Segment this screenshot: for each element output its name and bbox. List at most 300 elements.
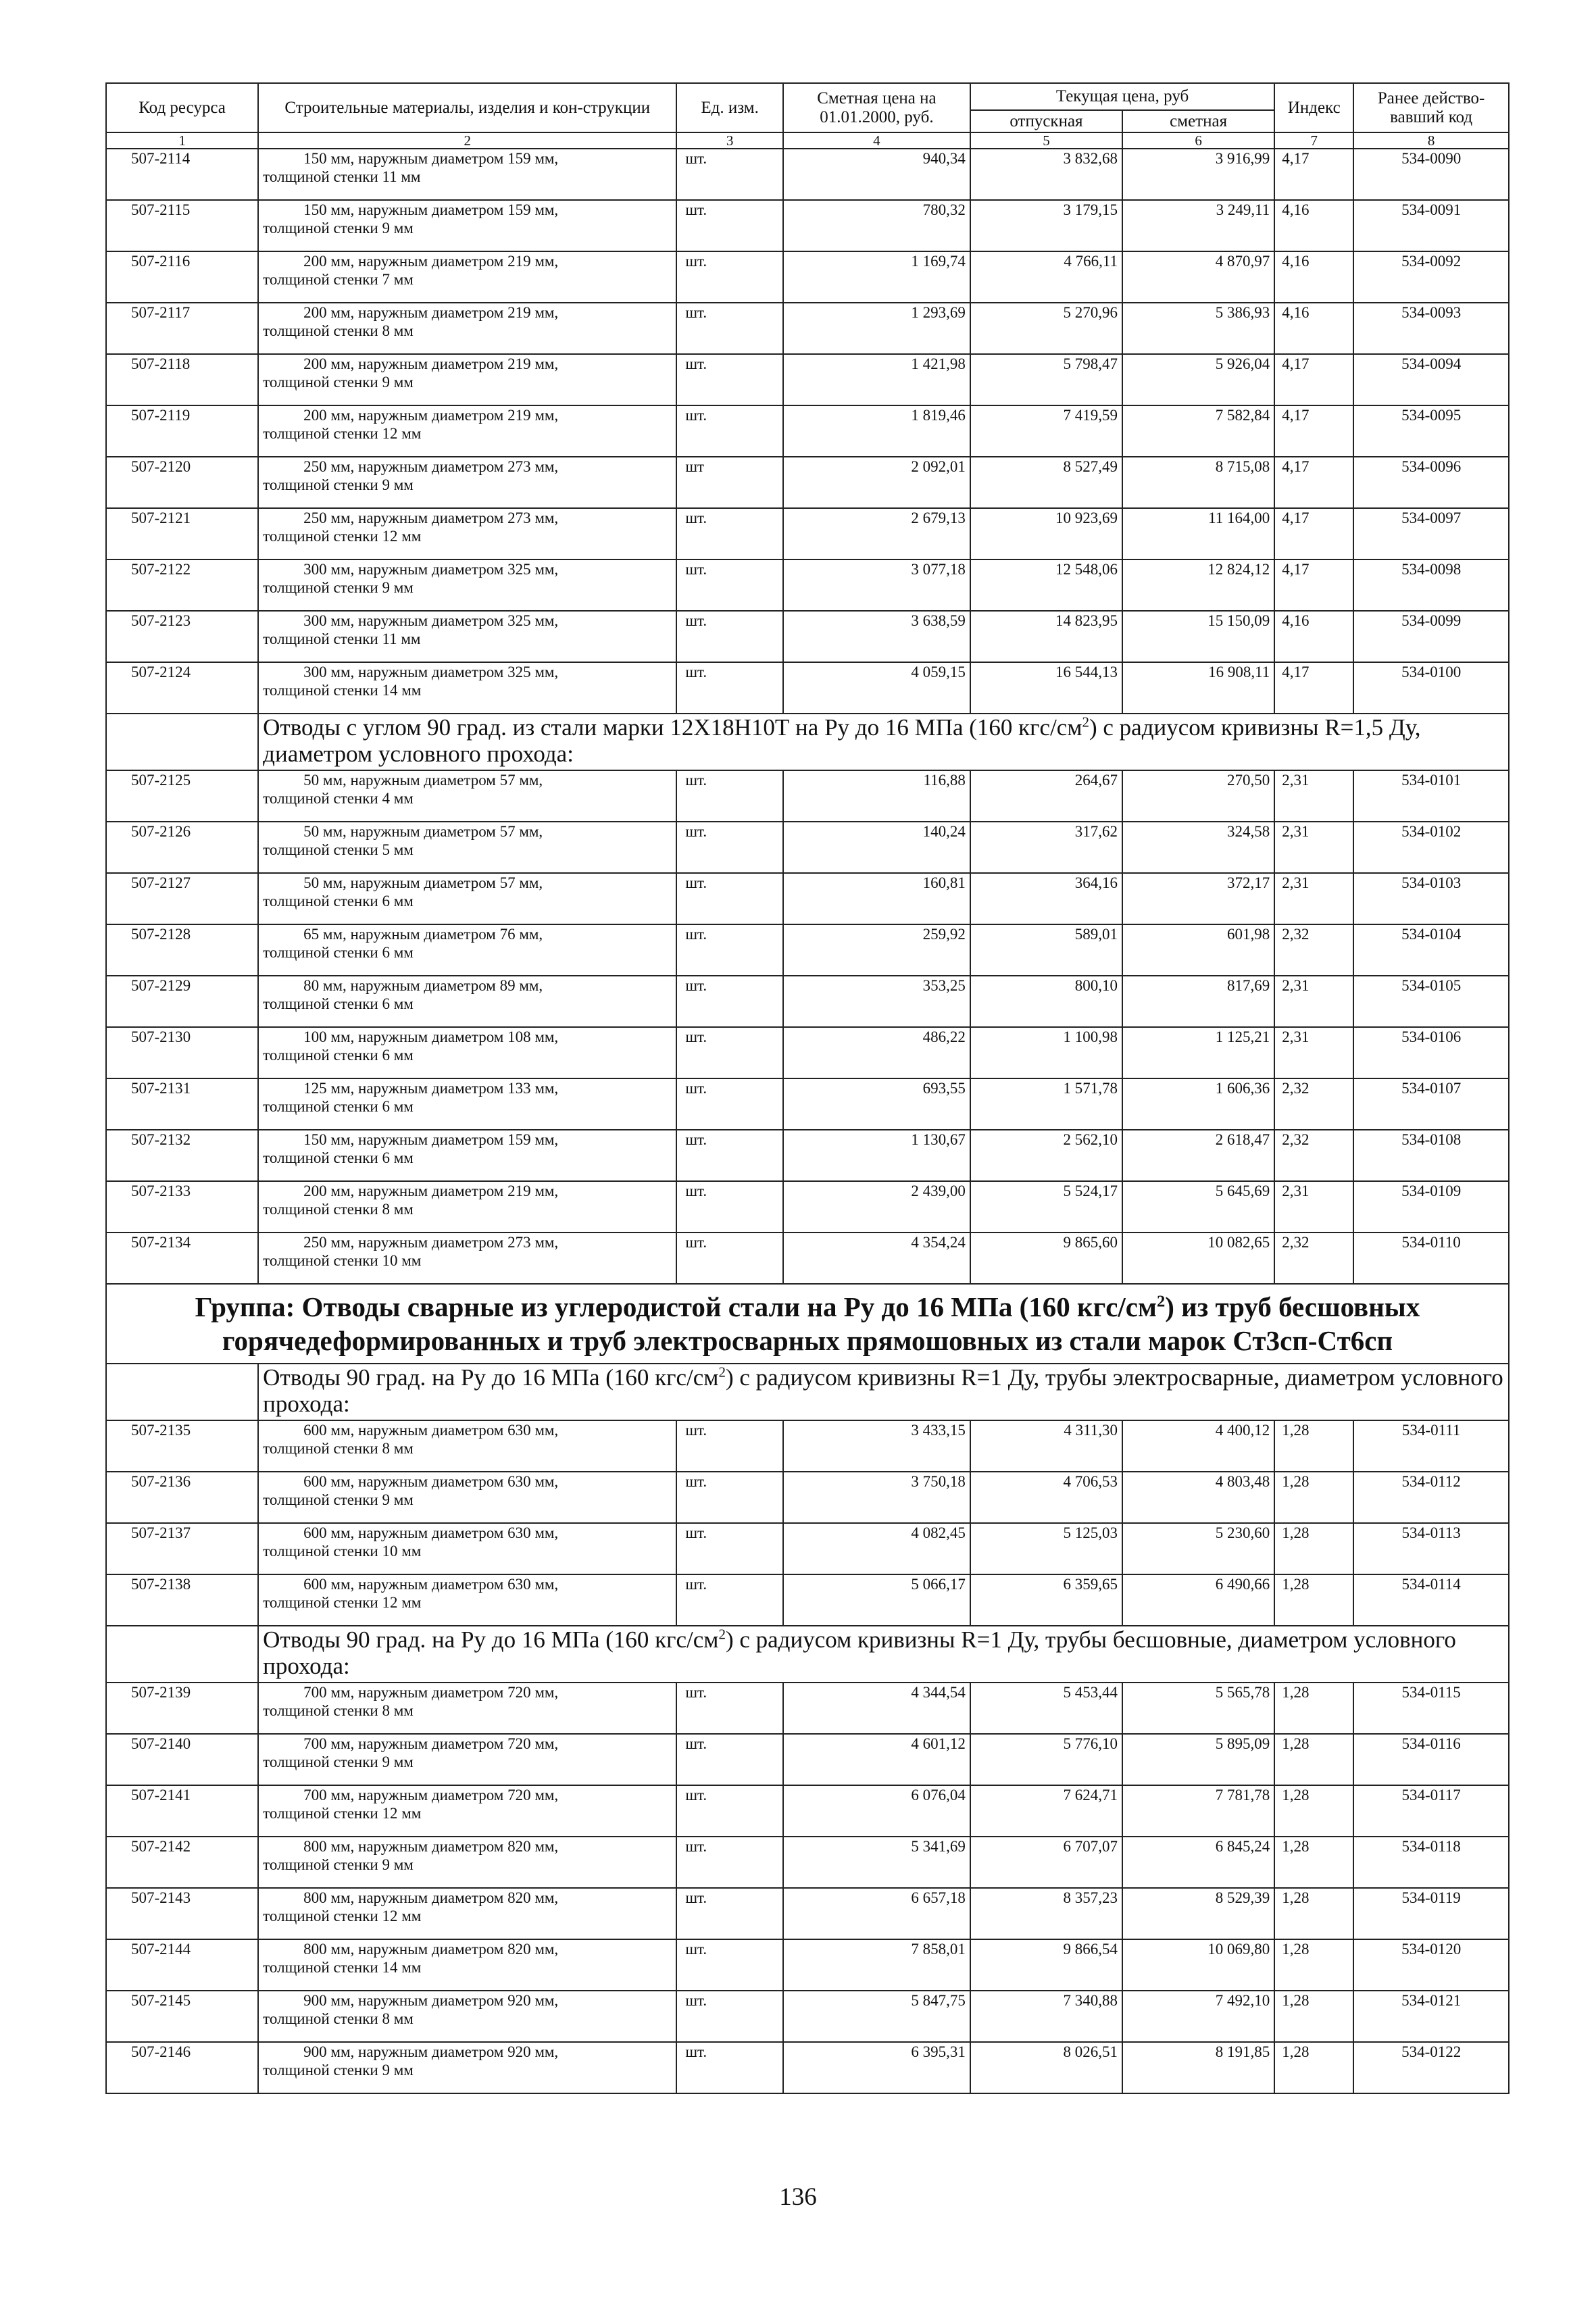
previous-code: 534-0090: [1353, 149, 1509, 200]
subsection-header-superscript: 2: [1082, 714, 1089, 730]
price-index: 1,28: [1274, 2042, 1353, 2093]
empty-cell: [106, 1626, 258, 1683]
base-price: 1 421,98: [783, 354, 970, 405]
unit: шт.: [676, 559, 783, 611]
estimate-price: 7 781,78: [1122, 1785, 1274, 1837]
previous-code: 534-0103: [1353, 873, 1509, 924]
price-index: 2,31: [1274, 976, 1353, 1027]
subsection-header-text-pre: Отводы с углом 90 град. из стали марки 12Х18Н10Т на Ру до 16 МПа (160 кгс/см: [263, 714, 1082, 741]
table-row: [106, 1734, 1509, 1785]
previous-code: 534-0094: [1353, 354, 1509, 405]
price-index: 2,32: [1274, 1130, 1353, 1181]
material-name: [258, 1939, 676, 1991]
estimate-price: 10 082,65: [1122, 1233, 1274, 1284]
estimate-price: 4 400,12: [1122, 1420, 1274, 1472]
material-name-line2: толщиной стенки 10 мм: [263, 1543, 422, 1560]
resource-code: 507-2131: [106, 1078, 258, 1130]
material-name-line2: толщиной стенки 9 мм: [263, 2062, 414, 2078]
release-price: 364,16: [970, 873, 1122, 924]
release-price: 7 419,59: [970, 405, 1122, 457]
estimate-price: 6 845,24: [1122, 1837, 1274, 1888]
material-name-line1: 200 мм, наружным диаметром 219 мм,: [303, 407, 559, 424]
table-header: [106, 83, 1509, 149]
material-name: [258, 2042, 676, 2093]
unit: шт.: [676, 1472, 783, 1523]
previous-code: 534-0114: [1353, 1574, 1509, 1626]
material-name: [258, 1233, 676, 1284]
release-price: 9 866,54: [970, 1939, 1122, 1991]
material-name-line1: 700 мм, наружным диаметром 720 мм,: [303, 1684, 559, 1701]
material-name-line2: толщиной стенки 8 мм: [263, 322, 414, 339]
material-name-line2: толщиной стенки 5 мм: [263, 841, 414, 858]
price-index: 1,28: [1274, 1574, 1353, 1626]
base-price: 3 638,59: [783, 611, 970, 662]
base-price: 4 354,24: [783, 1233, 970, 1284]
material-name-line1: 150 мм, наружным диаметром 159 мм,: [303, 201, 559, 218]
resource-code: 507-2132: [106, 1130, 258, 1181]
estimate-price: 3 916,99: [1122, 149, 1274, 200]
release-price: 8 527,49: [970, 457, 1122, 508]
material-name-line2: толщиной стенки 6 мм: [263, 1149, 414, 1166]
price-index: 2,31: [1274, 1027, 1353, 1078]
unit: шт.: [676, 251, 783, 303]
price-index: 1,28: [1274, 1683, 1353, 1734]
price-index: 4,17: [1274, 354, 1353, 405]
release-price: 5 453,44: [970, 1683, 1122, 1734]
material-name: [258, 1523, 676, 1574]
material-name-line1: 600 мм, наружным диаметром 630 мм,: [303, 1422, 559, 1439]
material-name: [258, 251, 676, 303]
base-price: 4 059,15: [783, 662, 970, 714]
release-price: 317,62: [970, 822, 1122, 873]
material-name-line1: 800 мм, наружным диаметром 820 мм,: [303, 1889, 559, 1906]
price-index: 1,28: [1274, 1420, 1353, 1472]
estimate-price: 8 191,85: [1122, 2042, 1274, 2093]
unit: шт.: [676, 873, 783, 924]
release-price: 1 571,78: [970, 1078, 1122, 1130]
estimate-price: 12 824,12: [1122, 559, 1274, 611]
estimate-price: 5 926,04: [1122, 354, 1274, 405]
unit: шт.: [676, 1233, 783, 1284]
material-name: [258, 1734, 676, 1785]
estimate-price: 1 125,21: [1122, 1027, 1274, 1078]
base-price: 259,92: [783, 924, 970, 976]
material-name: [258, 611, 676, 662]
estimate-price: 16 908,11: [1122, 662, 1274, 714]
resource-code: 507-2128: [106, 924, 258, 976]
material-name-line1: 250 мм, наружным диаметром 273 мм,: [303, 509, 559, 526]
material-name-line1: 150 мм, наружным диаметром 159 мм,: [303, 150, 559, 167]
header-base-price: Сметная цена на 01.01.2000, руб.: [783, 83, 970, 132]
table-row: [106, 200, 1509, 251]
material-name-line1: 800 мм, наружным диаметром 820 мм,: [303, 1941, 559, 1958]
price-index: 4,17: [1274, 149, 1353, 200]
price-index: 4,16: [1274, 200, 1353, 251]
release-price: 800,10: [970, 976, 1122, 1027]
material-name-line1: 600 мм, наружным диаметром 630 мм,: [303, 1473, 559, 1490]
previous-code: 534-0119: [1353, 1888, 1509, 1939]
unit: шт.: [676, 303, 783, 354]
unit: шт.: [676, 770, 783, 822]
table-row: [106, 1027, 1509, 1078]
material-name: [258, 976, 676, 1027]
estimate-price: 817,69: [1122, 976, 1274, 1027]
material-name-line2: толщиной стенки 12 мм: [263, 528, 422, 545]
unit: шт.: [676, 1888, 783, 1939]
material-name: [258, 457, 676, 508]
base-price: 693,55: [783, 1078, 970, 1130]
previous-code: 534-0110: [1353, 1233, 1509, 1284]
page-number: 136: [779, 2183, 817, 2211]
resource-code: 507-2135: [106, 1420, 258, 1472]
release-price: 589,01: [970, 924, 1122, 976]
empty-cell: [106, 1364, 258, 1420]
table-row: [106, 770, 1509, 822]
previous-code: 534-0104: [1353, 924, 1509, 976]
previous-code: 534-0107: [1353, 1078, 1509, 1130]
release-price: 5 776,10: [970, 1734, 1122, 1785]
base-price: 1 819,46: [783, 405, 970, 457]
material-name: [258, 1420, 676, 1472]
resource-code: 507-2145: [106, 1991, 258, 2042]
price-index: 4,17: [1274, 559, 1353, 611]
material-name-line2: толщиной стенки 12 мм: [263, 1594, 422, 1611]
resource-code: 507-2140: [106, 1734, 258, 1785]
release-price: 12 548,06: [970, 559, 1122, 611]
material-name: [258, 303, 676, 354]
resource-code: 507-2143: [106, 1888, 258, 1939]
header-name: Строительные материалы, изделия и кон-струкции: [258, 83, 676, 132]
material-name-line1: 900 мм, наружным диаметром 920 мм,: [303, 1992, 559, 2009]
header-current-price: Текущая цена, руб: [970, 83, 1274, 110]
previous-code: 534-0111: [1353, 1420, 1509, 1472]
estimate-price: 4 803,48: [1122, 1472, 1274, 1523]
release-price: 1 100,98: [970, 1027, 1122, 1078]
table-row: [106, 611, 1509, 662]
header-release-price: отпускная: [970, 110, 1122, 132]
material-name: [258, 1837, 676, 1888]
price-index: 1,28: [1274, 1785, 1353, 1837]
estimate-price: 324,58: [1122, 822, 1274, 873]
unit: шт.: [676, 611, 783, 662]
material-name: [258, 770, 676, 822]
unit: шт.: [676, 1027, 783, 1078]
table-row: [106, 1888, 1509, 1939]
unit: шт.: [676, 822, 783, 873]
release-price: 9 865,60: [970, 1233, 1122, 1284]
base-price: 4 344,54: [783, 1683, 970, 1734]
base-price: 5 341,69: [783, 1837, 970, 1888]
material-name: [258, 1574, 676, 1626]
previous-code: 534-0105: [1353, 976, 1509, 1027]
resource-code: 507-2134: [106, 1233, 258, 1284]
material-name: [258, 200, 676, 251]
group-header: [106, 1284, 1509, 1364]
column-number: 5: [970, 132, 1122, 149]
material-name: [258, 1888, 676, 1939]
previous-code: 534-0093: [1353, 303, 1509, 354]
header-unit: Ед. изм.: [676, 83, 783, 132]
previous-code: 534-0117: [1353, 1785, 1509, 1837]
previous-code: 534-0095: [1353, 405, 1509, 457]
material-name: [258, 822, 676, 873]
previous-code: 534-0091: [1353, 200, 1509, 251]
material-name-line2: толщиной стенки 6 мм: [263, 893, 414, 910]
estimate-price: 5 895,09: [1122, 1734, 1274, 1785]
header-code: Код ресурса: [106, 83, 258, 132]
estimate-price: 2 618,47: [1122, 1130, 1274, 1181]
material-name-line1: 200 мм, наружным диаметром 219 мм,: [303, 253, 559, 270]
subsection-header-superscript: 2: [718, 1626, 726, 1643]
unit: шт.: [676, 1785, 783, 1837]
unit: шт.: [676, 1523, 783, 1574]
table-row: [106, 1130, 1509, 1181]
resource-code: 507-2114: [106, 149, 258, 200]
resource-code: 507-2126: [106, 822, 258, 873]
unit: шт.: [676, 354, 783, 405]
table-row: [106, 976, 1509, 1027]
release-price: 8 357,23: [970, 1888, 1122, 1939]
release-price: 5 798,47: [970, 354, 1122, 405]
previous-code: 534-0122: [1353, 2042, 1509, 2093]
base-price: 1 130,67: [783, 1130, 970, 1181]
material-name-line2: толщиной стенки 12 мм: [263, 1805, 422, 1822]
previous-code: 534-0118: [1353, 1837, 1509, 1888]
material-name-line2: толщиной стенки 9 мм: [263, 1856, 414, 1873]
price-index: 4,16: [1274, 251, 1353, 303]
base-price: 5 066,17: [783, 1574, 970, 1626]
previous-code: 534-0099: [1353, 611, 1509, 662]
price-index: 1,28: [1274, 1472, 1353, 1523]
material-name: [258, 405, 676, 457]
resource-code: 507-2119: [106, 405, 258, 457]
previous-code: 534-0098: [1353, 559, 1509, 611]
table-row: [106, 149, 1509, 200]
material-name-line2: толщиной стенки 9 мм: [263, 1753, 414, 1770]
resource-code: 507-2146: [106, 2042, 258, 2093]
price-index: 2,32: [1274, 924, 1353, 976]
resource-code: 507-2136: [106, 1472, 258, 1523]
subsection-header: [106, 1626, 1509, 1683]
header-prev-code: Ранее действо-вавший код: [1353, 83, 1509, 132]
material-name-line1: 50 мм, наружным диаметром 57 мм,: [303, 874, 543, 891]
unit: шт.: [676, 662, 783, 714]
unit: шт.: [676, 1991, 783, 2042]
group-header-text-post: ) из труб бесшовных горячедеформированных и труб электросварных прямошовных из стали марок Ст3сп-Ст6сп: [222, 1291, 1420, 1356]
material-name: [258, 1785, 676, 1837]
unit: шт.: [676, 1181, 783, 1233]
estimate-price: 270,50: [1122, 770, 1274, 822]
column-number: 7: [1274, 132, 1353, 149]
material-name: [258, 1027, 676, 1078]
column-number: 3: [676, 132, 783, 149]
unit: шт.: [676, 1130, 783, 1181]
base-price: 1 169,74: [783, 251, 970, 303]
material-name-line1: 50 мм, наружным диаметром 57 мм,: [303, 823, 543, 840]
estimate-price: 8 529,39: [1122, 1888, 1274, 1939]
material-name-line1: 250 мм, наружным диаметром 273 мм,: [303, 1234, 559, 1251]
estimate-price: 5 386,93: [1122, 303, 1274, 354]
estimate-price: 1 606,36: [1122, 1078, 1274, 1130]
release-price: 7 624,71: [970, 1785, 1122, 1837]
group-header-text: [106, 1284, 1509, 1364]
previous-code: 534-0113: [1353, 1523, 1509, 1574]
previous-code: 534-0120: [1353, 1939, 1509, 1991]
previous-code: 534-0116: [1353, 1734, 1509, 1785]
material-name-line1: 200 мм, наружным диаметром 219 мм,: [303, 304, 559, 321]
price-index: 2,31: [1274, 1181, 1353, 1233]
material-name-line1: 300 мм, наружным диаметром 325 мм,: [303, 612, 559, 629]
resource-code: 507-2144: [106, 1939, 258, 1991]
release-price: 7 340,88: [970, 1991, 1122, 2042]
unit: шт.: [676, 2042, 783, 2093]
table-row: [106, 1523, 1509, 1574]
estimate-price: 6 490,66: [1122, 1574, 1274, 1626]
previous-code: 534-0112: [1353, 1472, 1509, 1523]
release-price: 3 179,15: [970, 200, 1122, 251]
material-name-line2: толщиной стенки 14 мм: [263, 1959, 422, 1976]
release-price: 5 125,03: [970, 1523, 1122, 1574]
release-price: 4 766,11: [970, 251, 1122, 303]
base-price: 3 433,15: [783, 1420, 970, 1472]
material-name-line1: 65 мм, наружным диаметром 76 мм,: [303, 926, 543, 943]
resource-code: 507-2129: [106, 976, 258, 1027]
release-price: 5 524,17: [970, 1181, 1122, 1233]
table-row: [106, 251, 1509, 303]
price-index: 4,17: [1274, 662, 1353, 714]
release-price: 2 562,10: [970, 1130, 1122, 1181]
subsection-header-text-post: ) с радиусом кривизны R=1,5 Ду, диаметром условного прохода:: [263, 714, 1421, 767]
material-name-line1: 250 мм, наружным диаметром 273 мм,: [303, 458, 559, 475]
table-row: [106, 508, 1509, 559]
material-name-line1: 50 мм, наружным диаметром 57 мм,: [303, 772, 543, 789]
table-row: [106, 1181, 1509, 1233]
subsection-header-text-post: ) с радиусом кривизны R=1 Ду, трубы электросварные, диаметром условного прохода:: [263, 1364, 1503, 1417]
group-header-superscript: 2: [1156, 1292, 1166, 1311]
estimate-price: 4 870,97: [1122, 251, 1274, 303]
table-body: [106, 149, 1509, 2093]
base-price: 6 395,31: [783, 2042, 970, 2093]
release-price: 3 832,68: [970, 149, 1122, 200]
subsection-header-text-post: ) с радиусом кривизны R=1 Ду, трубы бесшовные, диаметром условного прохода:: [263, 1626, 1456, 1679]
material-name-line2: толщиной стенки 6 мм: [263, 1047, 414, 1064]
resource-code: 507-2118: [106, 354, 258, 405]
base-price: 160,81: [783, 873, 970, 924]
table-row: [106, 1683, 1509, 1734]
resource-code: 507-2139: [106, 1683, 258, 1734]
resource-code: 507-2116: [106, 251, 258, 303]
subsection-header: [106, 714, 1509, 770]
material-name-line1: 600 мм, наружным диаметром 630 мм,: [303, 1524, 559, 1541]
material-name-line2: толщиной стенки 12 мм: [263, 1908, 422, 1924]
table-row: [106, 1574, 1509, 1626]
price-index: 4,16: [1274, 303, 1353, 354]
previous-code: 534-0097: [1353, 508, 1509, 559]
material-name-line2: толщиной стенки 6 мм: [263, 1098, 414, 1115]
group-header-text-pre: Группа: Отводы сварные из углеродистой стали на Ру до 16 МПа (160 кгс/см: [195, 1291, 1157, 1322]
unit: шт.: [676, 1683, 783, 1734]
resource-code: 507-2138: [106, 1574, 258, 1626]
resource-code: 507-2141: [106, 1785, 258, 1837]
estimate-price: 8 715,08: [1122, 457, 1274, 508]
base-price: 7 858,01: [783, 1939, 970, 1991]
release-price: 264,67: [970, 770, 1122, 822]
table-row: [106, 1078, 1509, 1130]
material-name: [258, 662, 676, 714]
material-name: [258, 1130, 676, 1181]
price-index: 4,17: [1274, 508, 1353, 559]
header-index: Индекс: [1274, 83, 1353, 132]
table-row: [106, 822, 1509, 873]
resource-code: 507-2130: [106, 1027, 258, 1078]
unit: шт.: [676, 149, 783, 200]
base-price: 1 293,69: [783, 303, 970, 354]
previous-code: 534-0096: [1353, 457, 1509, 508]
material-name-line2: толщиной стенки 6 мм: [263, 944, 414, 961]
release-price: 4 311,30: [970, 1420, 1122, 1472]
price-index: 1,28: [1274, 1991, 1353, 2042]
material-name-line2: толщиной стенки 6 мм: [263, 995, 414, 1012]
previous-code: 534-0106: [1353, 1027, 1509, 1078]
material-name-line2: толщиной стенки 11 мм: [263, 168, 421, 185]
base-price: 780,32: [783, 200, 970, 251]
table-row: [106, 1785, 1509, 1837]
table-row: [106, 924, 1509, 976]
table-row: [106, 405, 1509, 457]
release-price: 10 923,69: [970, 508, 1122, 559]
resource-code: 507-2115: [106, 200, 258, 251]
release-price: 6 707,07: [970, 1837, 1122, 1888]
price-index: 2,31: [1274, 873, 1353, 924]
previous-code: 534-0108: [1353, 1130, 1509, 1181]
estimate-price: 601,98: [1122, 924, 1274, 976]
material-name-line2: толщиной стенки 14 мм: [263, 682, 422, 699]
estimate-price: 7 492,10: [1122, 1991, 1274, 2042]
previous-code: 534-0109: [1353, 1181, 1509, 1233]
previous-code: 534-0092: [1353, 251, 1509, 303]
material-name-line1: 200 мм, наружным диаметром 219 мм,: [303, 355, 559, 372]
column-number: 2: [258, 132, 676, 149]
estimate-price: 15 150,09: [1122, 611, 1274, 662]
material-name: [258, 1991, 676, 2042]
table-row: [106, 873, 1509, 924]
base-price: 940,34: [783, 149, 970, 200]
material-name-line2: толщиной стенки 8 мм: [263, 1440, 414, 1457]
material-name-line1: 80 мм, наружным диаметром 89 мм,: [303, 977, 543, 994]
material-name-line2: толщиной стенки 9 мм: [263, 374, 414, 391]
unit: шт.: [676, 924, 783, 976]
price-index: 1,28: [1274, 1837, 1353, 1888]
resource-code: 507-2122: [106, 559, 258, 611]
material-name-line1: 800 мм, наружным диаметром 820 мм,: [303, 1838, 559, 1855]
price-index: 4,17: [1274, 405, 1353, 457]
material-name-line2: толщиной стенки 9 мм: [263, 1491, 414, 1508]
estimate-price: 5 230,60: [1122, 1523, 1274, 1574]
empty-cell: [106, 714, 258, 770]
material-name-line1: 300 мм, наружным диаметром 325 мм,: [303, 561, 559, 578]
base-price: 3 077,18: [783, 559, 970, 611]
material-name: [258, 1683, 676, 1734]
subsection-header-text-pre: Отводы 90 град. на Ру до 16 МПа (160 кгс/см: [263, 1364, 719, 1391]
release-price: 6 359,65: [970, 1574, 1122, 1626]
material-name: [258, 1472, 676, 1523]
material-name: [258, 1078, 676, 1130]
table-row: [106, 2042, 1509, 2093]
material-name-line2: толщиной стенки 8 мм: [263, 1702, 414, 1719]
estimate-price: 10 069,80: [1122, 1939, 1274, 1991]
base-price: 6 076,04: [783, 1785, 970, 1837]
previous-code: 534-0115: [1353, 1683, 1509, 1734]
